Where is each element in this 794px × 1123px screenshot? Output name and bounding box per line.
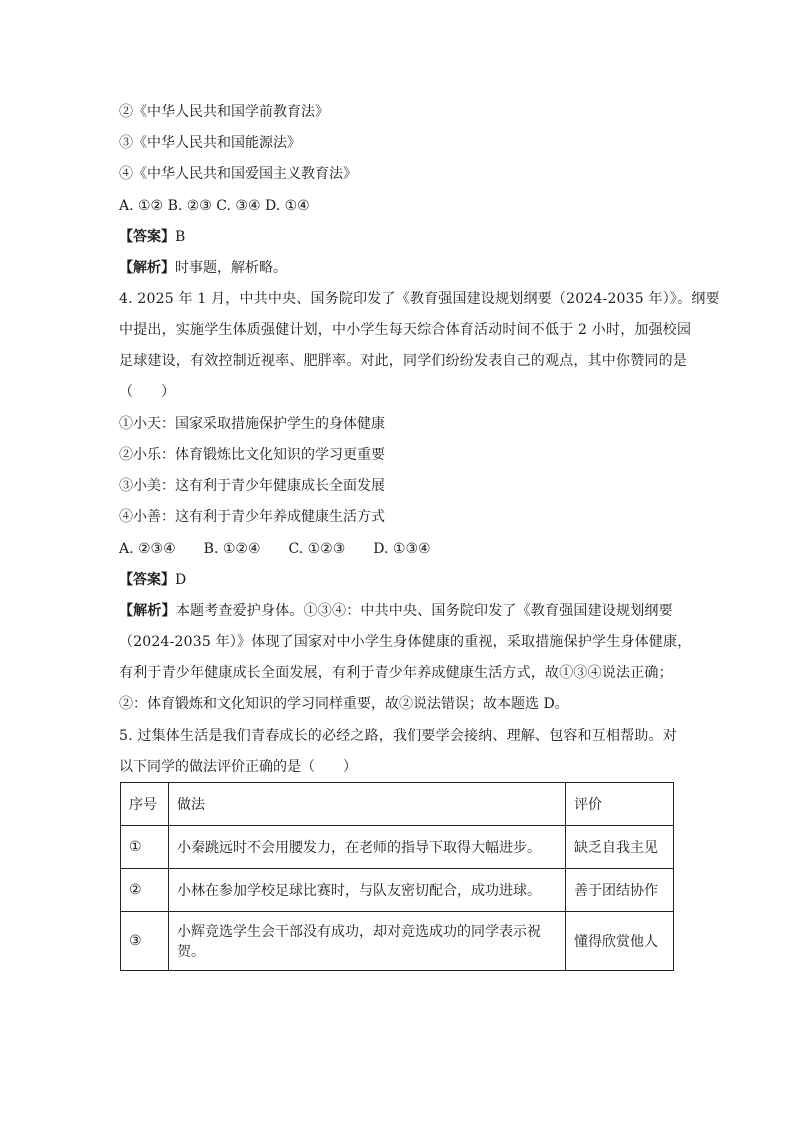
q4-analysis-line: ②：体育锻炼和文化知识的学习同样重要，故②说法错误；故本题选 D。: [119, 696, 569, 712]
q4-option: ①小天：国家采取措施保护学生的身体健康: [119, 416, 385, 432]
q3-analysis: [119, 258, 287, 278]
q3-answer: [119, 227, 185, 247]
q5-stem-line: 5. 过集体生活是我们青春成长的必经之路，我们要学会接纳、理解、包容和互相帮助。对: [119, 728, 678, 744]
row-number: ③: [121, 912, 169, 971]
row-evaluation: 善于团结协作: [566, 869, 674, 912]
row-evaluation: 懂得欣赏他人: [566, 912, 674, 971]
answer-label: 【答案】: [119, 572, 175, 588]
q5-table: [120, 782, 674, 971]
row-practice: 小林在参加学校足球比赛时，与队友密切配合，成功进球。: [169, 869, 566, 912]
q4-stem-line: 4. 2025 年 1 月，中共中央、国务院印发了《教育强国建设规划纲要（2024-2035 年）》。纲要: [119, 291, 720, 307]
q4-option: ②小乐：体育锻炼比文化知识的学习更重要: [119, 447, 385, 463]
answer-label: 【答案】: [119, 229, 175, 245]
q4-analysis-line: 有利于青少年健康成长全面发展，有利于青少年养成健康生活方式，故①③④说法正确；: [119, 665, 673, 681]
q4-option: ④小善：这有利于青少年养成健康生活方式: [119, 509, 385, 525]
q4-stem-line: （ ）: [119, 384, 175, 400]
q4-analysis: [119, 601, 673, 621]
header-evaluation: 评价: [566, 783, 674, 826]
row-number: ②: [121, 869, 169, 912]
q4-option: ③小美：这有利于青少年健康成长全面发展: [119, 478, 385, 494]
table-header-row: [121, 783, 674, 826]
answer-value: D: [175, 572, 187, 588]
q4-analysis-line: （2024-2035 年）》体现了国家对中小学生身体健康的重视，采取措施保护学生身体健康，: [119, 634, 692, 650]
q4-choices: A. ②③④ B. ①②④ C. ①②③ D. ①③④: [119, 541, 431, 557]
header-practice: 做法: [169, 783, 566, 826]
analysis-label: 【解析】: [119, 603, 176, 619]
analysis-text: 本题考查爱护身体。①③④：中共中央、国务院印发了《教育强国建设规划纲要: [175, 603, 673, 619]
row-practice: 小秦跳远时不会用腰发力，在老师的指导下取得大幅进步。: [169, 826, 566, 869]
row-number: ①: [121, 826, 169, 869]
row-practice: 小辉竞选学生会干部没有成功，却对竞选成功的同学表示祝贺。: [169, 912, 566, 971]
q3-option-4: ④《中华人民共和国爱国主义教育法》: [119, 166, 357, 182]
q4-answer: [119, 570, 186, 590]
analysis-text: 时事题，解析略。: [175, 260, 287, 276]
analysis-label: 【解析】: [119, 260, 175, 276]
q4-stem-line: 足球建设，有效控制近视率、肥胖率。对此，同学们纷纷发表自己的观点，其中你赞同的是: [119, 353, 687, 369]
answer-value: B: [175, 229, 186, 245]
header-number: 序号: [121, 783, 169, 826]
q5-stem-line: 以下同学的做法评价正确的是（ ）: [119, 759, 357, 775]
q3-option-3: ③《中华人民共和国能源法》: [119, 135, 301, 151]
table-row: [121, 912, 674, 971]
q4-stem-line: 中提出，实施学生体质强健计划，中小学生每天综合体育活动时间不低于 2 小时，加强校园: [119, 322, 692, 338]
row-evaluation: 缺乏自我主见: [566, 826, 674, 869]
table-row: [121, 869, 674, 912]
table-row: [121, 826, 674, 869]
q3-option-2: ②《中华人民共和国学前教育法》: [119, 104, 329, 120]
q3-choices: A. ①② B. ②③ C. ③④ D. ①④: [119, 198, 310, 214]
